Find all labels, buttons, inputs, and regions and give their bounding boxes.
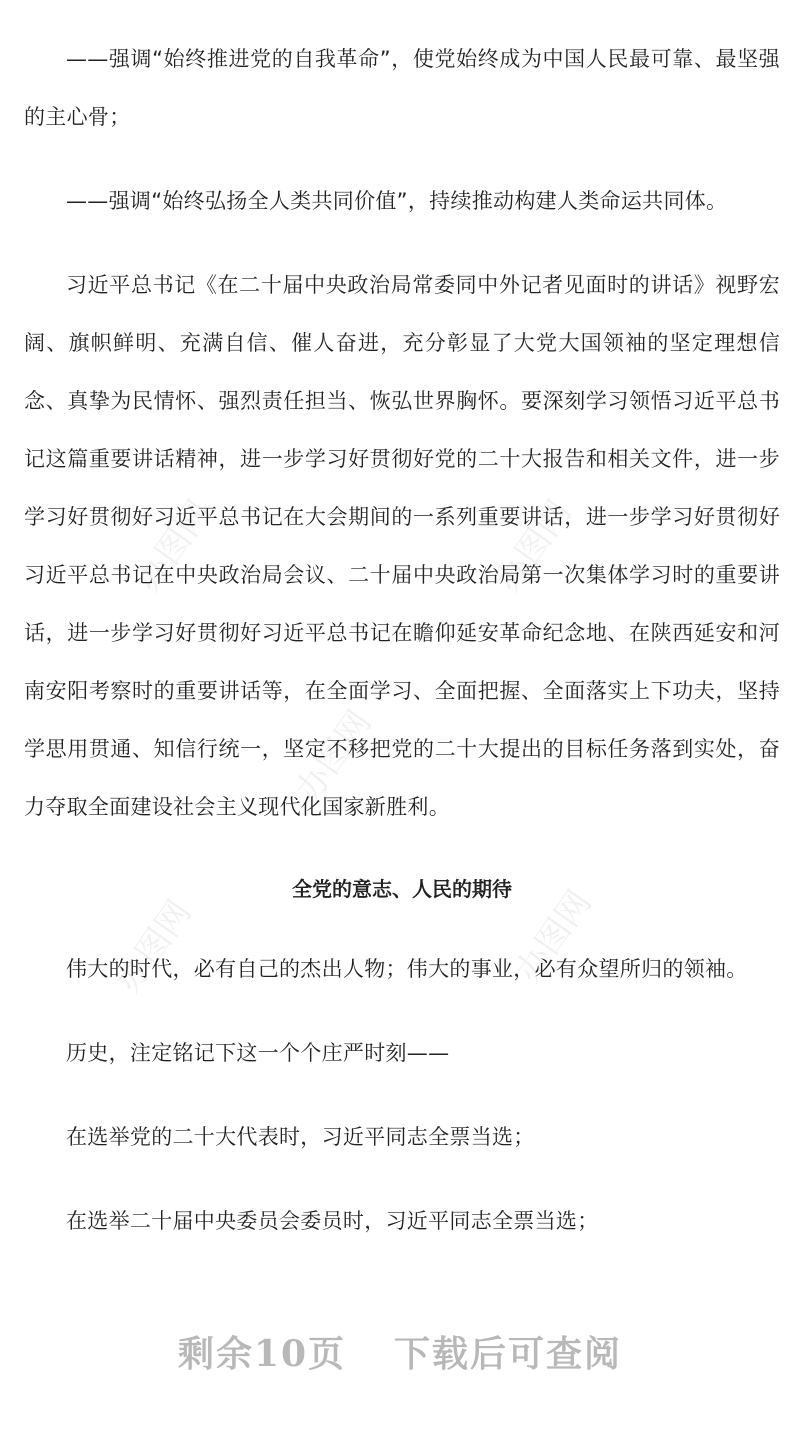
paragraph: ——强调“始终弘扬全人类共同价值”，持续推动构建人类命运共同体。 (66, 189, 728, 213)
remaining-pages-label: 剩余10页 (177, 1333, 347, 1375)
download-banner[interactable] (0, 1326, 800, 1377)
text-line: 历史，注定铭记下这一个个庄严时刻—— (66, 1041, 450, 1065)
watermark: 办图网 (488, 493, 580, 600)
watermark: 办图网 (508, 883, 600, 990)
text-line: 在选举二十届中央委员会委员时，习近平同志全票当选； (66, 1209, 599, 1233)
section-heading: 全党的意志、人民的期待 (292, 877, 512, 901)
download-hint-label: 下载后可查阅 (394, 1333, 623, 1375)
text-line: 伟大的时代，必有自己的杰出人物；伟大的事业，必有众望所归的领袖。 (66, 957, 748, 981)
document-body (24, 0, 780, 1250)
watermark: 办图网 (288, 703, 380, 810)
watermark: 办图网 (128, 493, 220, 600)
text-line: 在选举党的二十大代表时，习近平同志全票当选； (66, 1125, 535, 1149)
watermark: 办图网 (108, 893, 200, 1000)
paragraph: ——强调“始终推进党的自我革命”，使党始终成为中国人民最可靠、最坚强的主心骨； (24, 47, 780, 129)
paragraph: 习近平总书记《在二十届中央政治局常委同中外记者见面时的讲话》视野宏阔、旗帜鲜明、充满自信、催人奋进，充分彰显了大党大国领袖的坚定理想信念、真挚为民情怀、强烈责任担当、恢弘世界胸怀。要深刻学习领悟习近平总书记这篇重要讲话精神，进一步学习好贯彻好党的二十大报告和相关文件，进一步学习好贯彻好习近平总书记在大会期间的一系列重要讲话，进一步学习好贯彻好习近平总书记在中央政治局会议、二十届中央政治局第一次集体学习时的重要讲话，进一步学习好贯彻好习近平总书记在瞻仰延安革命纪念地、在陕西延安和河南安阳考察时的重要讲话等，在全面学习、全面把握、全面落实上下功夫，坚持学思用贯通、知信行统一，坚定不移把党的二十大提出的目标任务落到实处，奋力夺取全面建设社会主义现代化国家新胜利。 (24, 273, 780, 819)
